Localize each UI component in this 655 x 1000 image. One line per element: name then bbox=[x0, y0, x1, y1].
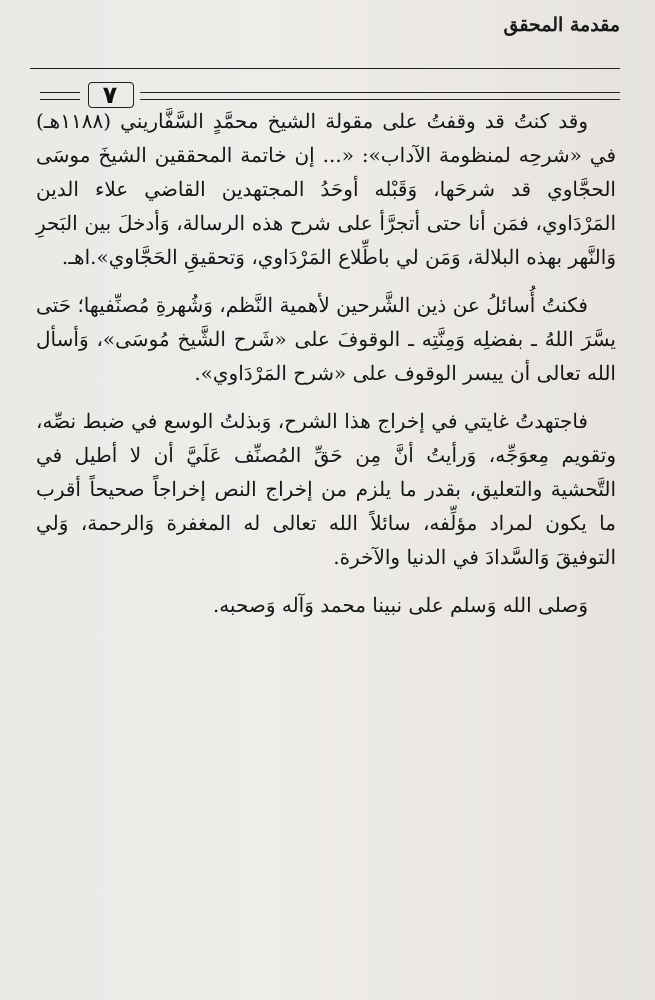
closing-line: وَصلى الله وَسلم على نبينا محمد وَآله وَصحبه. bbox=[212, 593, 588, 617]
header-rule bbox=[30, 68, 620, 69]
page-number: ٧ bbox=[102, 81, 118, 109]
paragraph: فاجتهدتُ غايتي في إخراج هذا الشرح، وَبذلتُ الوسع في ضبط نصِّه، وتقويم مِعوَجِّه، وَرأيتُ أنَّ مِن حَقِّ المُصنِّف عَلَيَّ أن لا أطيل في التَّحشية والتعليق، بقدر ما يلزم من إخراج النص إخراجاً صحيحاً أقرب ما يكون لمراد مؤلِّفه، سائلاً الله تعالى له المغفرة وَالرحمة، وَلي التوفيقَ وَالسَّدادَ في الدنيا والآخرة. bbox=[36, 409, 616, 569]
paragraph: وقد كنتُ قد وقفتُ على مقولة الشيخ محمَّدٍ السَّفَّاريني (١١٨٨هـ) في «شرحِه لمنظومة الآداب»: «... إن خاتمة المحققين الشيخَ موسَى الحجَّاوي قد شرحَها، وَقَبْله أوحَدُ المجتهدين القاضي علاء الدين المَرْدَاوي، فمَن أنا حتى أتجرَّأ على شرح هذه الرسالة، وَأدخلَ بين البَحرِ وَالنَّهر بهذه البلالة، وَمَن لي باطِّلاع المَرْدَاوي، وَتحقيقِ الحَجَّاوي».اهـ. bbox=[36, 109, 616, 269]
running-title: مقدمة المحقق bbox=[503, 14, 620, 36]
ornament-line-right bbox=[140, 92, 620, 100]
ornament-line-left bbox=[40, 92, 80, 100]
main-text bbox=[36, 104, 616, 636]
paragraph: فكنتُ أُسائلُ عن ذين الشَّرحين لأهمية النَّظم، وَشُهرةِ مُصنِّفيها؛ حَتى يسَّرَ اللهُ ـ بفضلِه وَمِنَّتِه ـ الوقوفَ على «شَرح الشَّيخ مُوسَى»، وَأسأل الله تعالى أن ييسر الوقوف على «شرح المَرْدَاوي». bbox=[36, 293, 616, 385]
